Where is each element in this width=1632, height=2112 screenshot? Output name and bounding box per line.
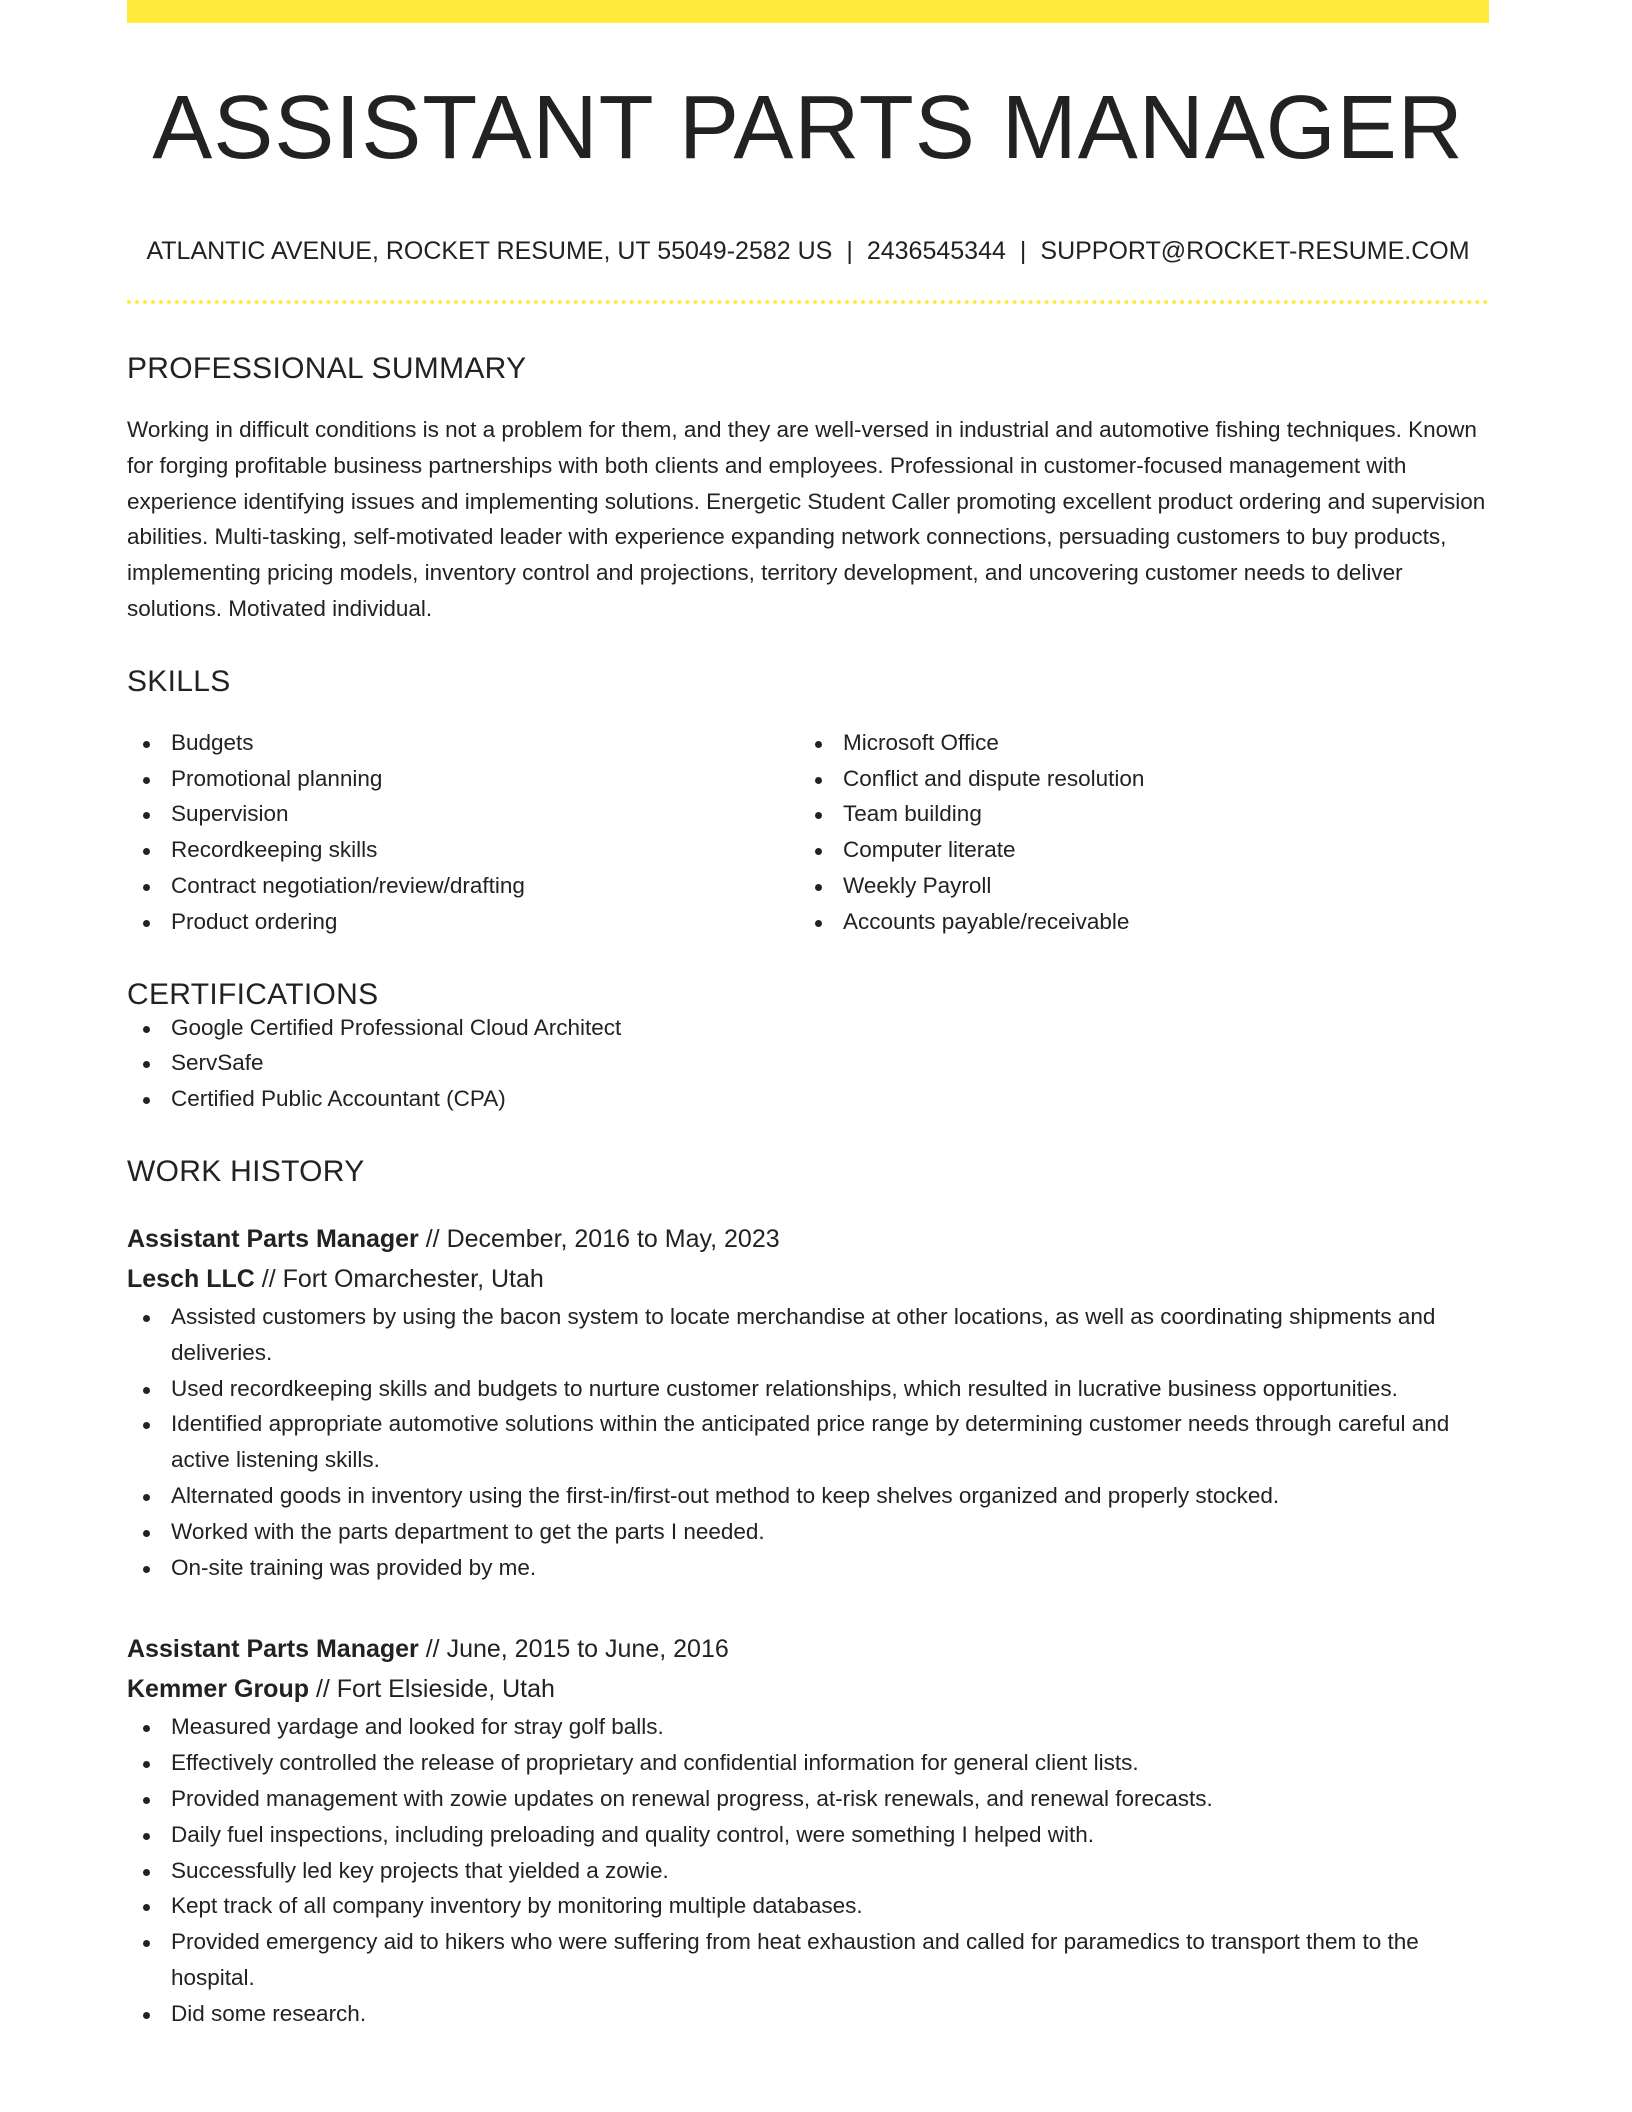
skills-column-left	[127, 725, 799, 940]
skill-item: Supervision	[127, 796, 799, 832]
resume-page	[127, 0, 1489, 2032]
contact-email: SUPPORT@ROCKET-RESUME.COM	[1040, 237, 1470, 265]
job-company: Kemmer Group	[127, 1675, 309, 1704]
contact-phone: 2436545344	[866, 237, 1006, 265]
skill-item: Contract negotiation/review/drafting	[127, 868, 799, 904]
job-title: Assistant Parts Manager	[127, 1224, 419, 1253]
job-duty-item: Kept track of all company inventory by monitoring multiple databases.	[127, 1888, 1489, 1924]
skill-item: Microsoft Office	[799, 725, 1471, 761]
certification-item: Google Certified Professional Cloud Architect	[127, 1010, 1489, 1046]
job-duty-item: Assisted customers by using the bacon system to locate merchandise at other locations, as well as coordinating shipments and deliveries.	[127, 1299, 1489, 1371]
job-duties-list	[127, 1709, 1489, 2031]
job-location: // Fort Elsieside, Utah	[315, 1675, 555, 1704]
job-company: Lesch LLC	[127, 1264, 255, 1293]
certification-item: ServSafe	[127, 1045, 1489, 1081]
job-title-line	[127, 1629, 1489, 1669]
job-duty-item: Effectively controlled the release of proprietary and confidential information for general client lists.	[127, 1745, 1489, 1781]
job-duty-item: Worked with the parts department to get the parts I needed.	[127, 1514, 1489, 1550]
job-duty-item: Daily fuel inspections, including preloading and quality control, were something I helped with.	[127, 1817, 1489, 1853]
certifications-list	[127, 1010, 1489, 1117]
summary-text: Working in difficult conditions is not a problem for them, and they are well-versed in industrial and automotive fishing techniques. Known for forging profitable business partnerships with both clients and employees. Professional in customer-focused management with experience identifying issues and implementing solutions. Energetic Student Caller promoting excellent product ordering and supervision abilities. Multi-tasking, self-motivated leader with experience expanding network connections, persuading customers to buy products, implementing pricing models, inventory control and projections, territory development, and uncovering customer needs to deliver solutions. Motivated individual.	[127, 417, 1486, 621]
skill-item: Budgets	[127, 725, 799, 761]
job-duty-item: On-site training was provided by me.	[127, 1550, 1489, 1586]
skill-item: Recordkeeping skills	[127, 832, 799, 868]
skills-grid	[127, 725, 1489, 940]
certification-item: Certified Public Accountant (CPA)	[127, 1081, 1489, 1117]
job-duty-item: Provided management with zowie updates on renewal progress, at-risk renewals, and renewal forecasts.	[127, 1781, 1489, 1817]
job-duty-item: Provided emergency aid to hikers who were suffering from heat exhaustion and called for paramedics to transport them to the hospital.	[127, 1924, 1489, 1996]
job-duty-item: Identified appropriate automotive solutions within the anticipated price range by determining customer needs through careful and active listening skills.	[127, 1406, 1489, 1478]
skills-heading: SKILLS	[127, 664, 231, 698]
skill-item: Product ordering	[127, 904, 799, 940]
job-title: Assistant Parts Manager	[127, 1635, 419, 1664]
skills-column-right	[799, 725, 1471, 940]
skill-item: Computer literate	[799, 832, 1471, 868]
contact-line	[127, 239, 1489, 264]
certifications-heading: CERTIFICATIONS	[127, 977, 379, 1011]
skill-item: Conflict and dispute resolution	[799, 761, 1471, 797]
job-location: // Fort Omarchester, Utah	[261, 1264, 544, 1293]
candidate-name: ASSISTANT PARTS MANAGER	[152, 78, 1464, 178]
job-entry	[127, 1219, 1489, 1585]
job-duty-item: Alternated goods in inventory using the first-in/first-out method to keep shelves organized and properly stocked.	[127, 1478, 1489, 1514]
dotted-divider	[127, 300, 1489, 304]
contact-separator: |	[846, 237, 853, 265]
skill-item: Promotional planning	[127, 761, 799, 797]
work-history-heading: WORK HISTORY	[127, 1154, 365, 1188]
job-entry	[127, 1629, 1489, 2031]
job-duties-list	[127, 1299, 1489, 1585]
summary-heading: PROFESSIONAL SUMMARY	[127, 352, 527, 385]
job-duty-item: Measured yardage and looked for stray golf balls.	[127, 1709, 1489, 1745]
skill-item: Weekly Payroll	[799, 868, 1471, 904]
job-duty-item: Did some research.	[127, 1996, 1489, 2032]
job-dates: // December, 2016 to May, 2023	[425, 1224, 780, 1253]
job-company-line	[127, 1669, 1489, 1709]
contact-separator: |	[1019, 237, 1027, 265]
job-company-line	[127, 1259, 1489, 1299]
job-title-line	[127, 1219, 1489, 1259]
skill-item: Team building	[799, 796, 1471, 832]
job-duty-item: Used recordkeeping skills and budgets to nurture customer relationships, which resulted in lucrative business opportunities.	[127, 1371, 1489, 1407]
contact-address: ATLANTIC AVENUE, ROCKET RESUME, UT 55049-2582 US	[146, 237, 833, 265]
skill-item: Accounts payable/receivable	[799, 904, 1471, 940]
job-duty-item: Successfully led key projects that yielded a zowie.	[127, 1853, 1489, 1889]
accent-top-bar	[127, 0, 1489, 23]
job-dates: // June, 2015 to June, 2016	[425, 1635, 729, 1664]
